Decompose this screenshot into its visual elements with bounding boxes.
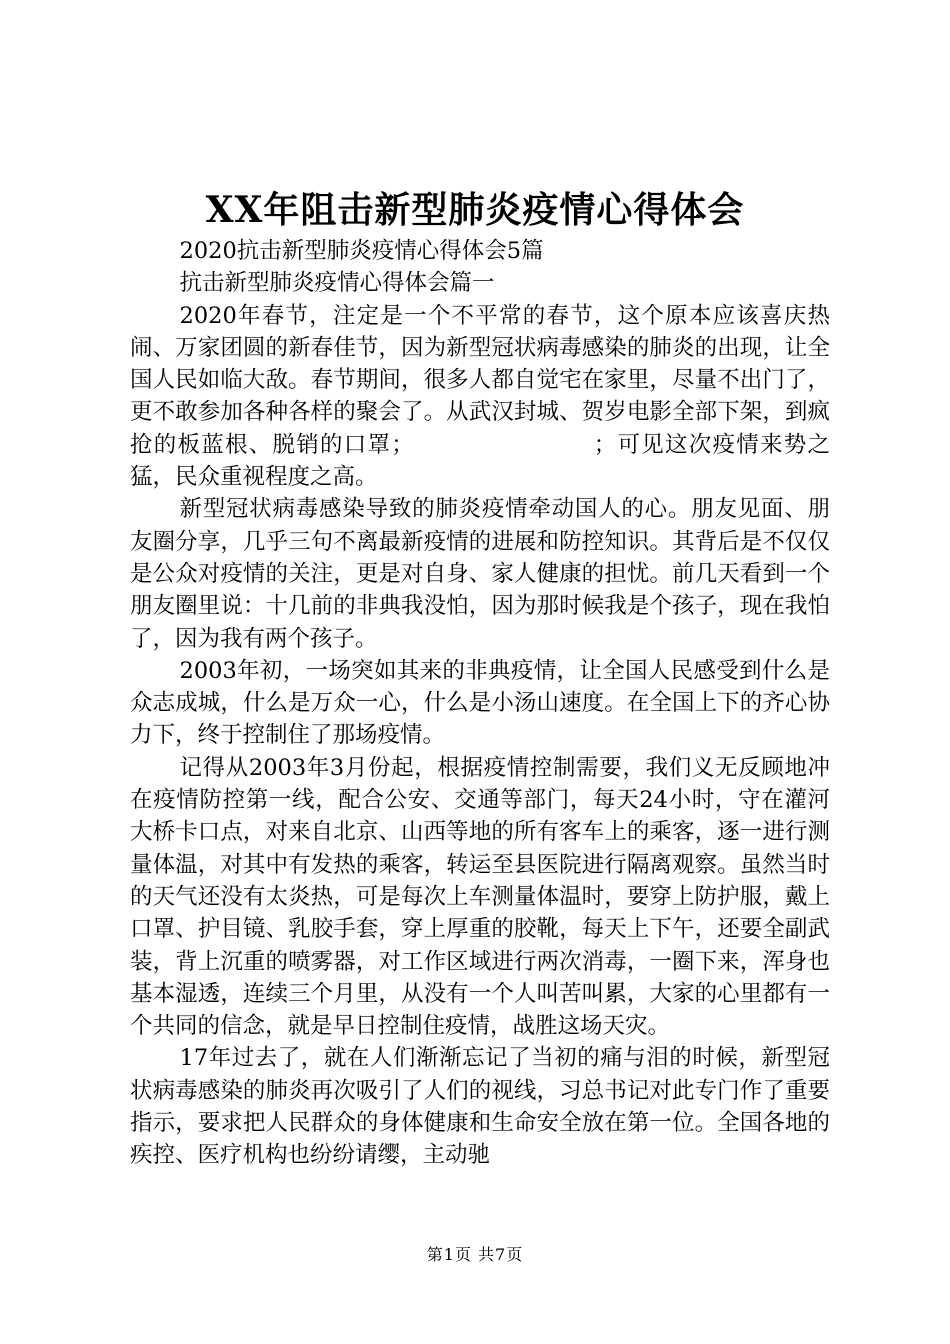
document-title: XX年阻击新型肺炎疫情心得体会 xyxy=(205,189,745,231)
document-body xyxy=(130,235,830,1172)
paragraph: 2003年初，一场突如其来的非典疫情，让全国人民感受到什么是众志成城，什么是万众一心，什么是小汤山速度。在全国上下的齐心协力下，终于控制住了那场疫情。 xyxy=(130,657,830,749)
page-number-footer: 第1页 共7页 xyxy=(426,1245,524,1264)
paragraph: 新型冠状病毒感染导致的肺炎疫情牵动国人的心。朋友见面、朋友圈分享，几乎三句不离最新疫情的进展和防控知识。其背后是不仅仅是公众对疫情的关注，更是对自身、家人健康的担忧。前几天看到一个朋友圈里说：十几前的非典我没怕，因为那时候我是个孩子，现在我怕了，因为我有两个孩子。 xyxy=(130,496,830,652)
paragraph: 17年过去了，就在人们渐渐忘记了当初的痛与泪的时候，新型冠状病毒感染的肺炎再次吸引了人们的视线，习总书记对此专门作了重要指示，要求把人民群众的身体健康和生命安全放在第一位。全国各地的疾控、医疗机构也纷纷请缨，主动驰 xyxy=(130,1045,830,1169)
paragraph-section-heading: 抗击新型肺炎疫情心得体会篇一 xyxy=(179,270,495,297)
paragraph: 2020年春节，注定是一个不平常的春节，这个原本应该喜庆热闹、万家团圆的新春佳节，因为新型冠状病毒感染的肺炎的出现，让全国人民如临大敌。春节期间，很多人都自觉宅在家里，尽量不出门了，更不敢参加各种各样的聚会了。从武汉封城、贺岁电影全部下架，到疯抢的板蓝根、脱销的口罩； ；可见这次疫情来势之猛，民众重视程度之高。 xyxy=(130,302,830,491)
paragraph: 记得从2003年3月份起，根据疫情控制需要，我们义无反顾地冲在疫情防控第一线，配合公安、交通等部门，每天24小时，守在灌河大桥卡口点，对来自北京、山西等地的所有客车上的乘客，逐一进行测量体温，对其中有发热的乘客，转运至县医院进行隔离观察。虽然当时的天气还没有太炎热，可是每次上车测量体温时，要穿上防护服，戴上口罩、护目镜、乳胶手套，穿上厚重的胶靴，每天上下午，还要全副武装，背上沉重的喷雾器，对工作区域进行两次消毒，一圈下来，浑身也基本湿透，连续三个月里，从没有一个人叫苦叫累，大家的心里都有一个共同的信念，就是早日控制住疫情，战胜这场天灾。 xyxy=(130,754,830,1040)
paragraph-subtitle: 2020抗击新型肺炎疫情心得体会5篇 xyxy=(179,238,544,264)
